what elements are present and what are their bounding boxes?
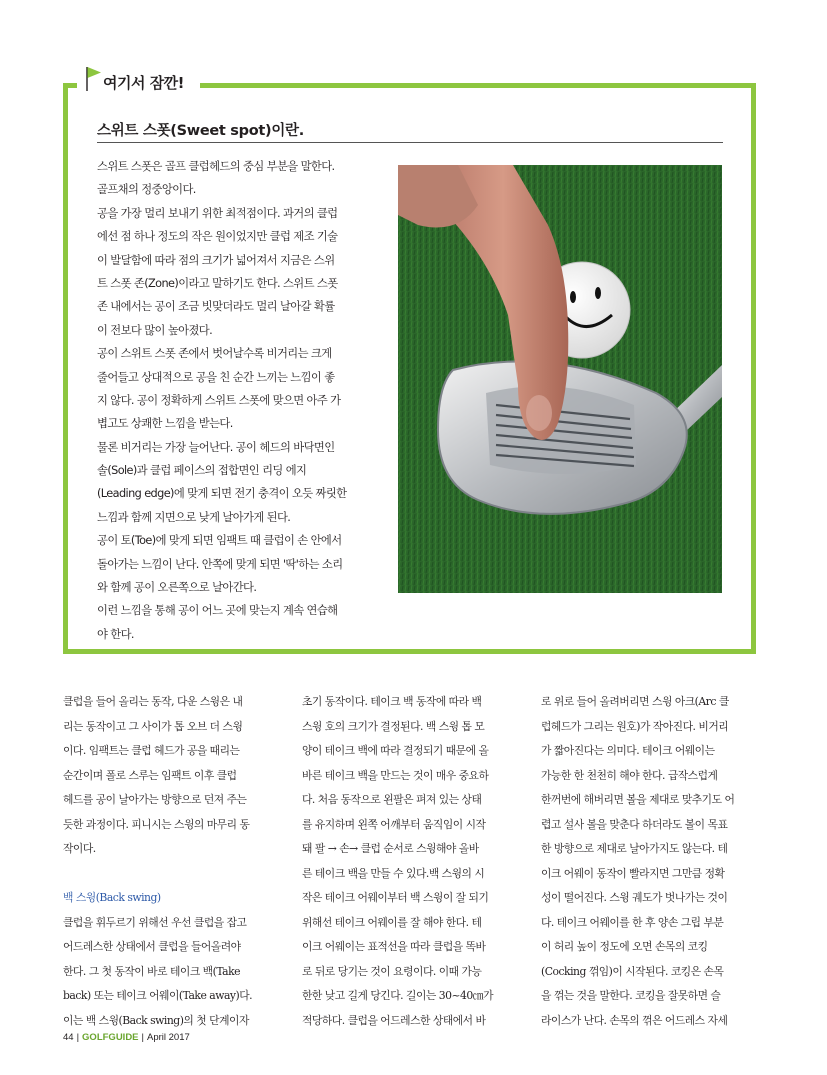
text-line: 존 내에서는 공이 조금 빗맞더라도 멀리 날아갈 확률 [97,300,335,314]
box-title: 여기서 잠깐! [103,74,185,92]
text-line: 리는 동작이고 그 사이가 톱 오브 더 스윙 [63,719,243,733]
text-line: (Cocking 꺾임)이 시작된다. 코킹은 손목 [541,964,724,978]
text-line: 을 꺾는 것을 말한다. 코킹을 잘못하면 슬 [541,989,721,1002]
text-line: 이는 백 스윙(Back swing)의 첫 단계이자 [63,1013,249,1027]
text-line: 솔(Sole)과 클럽 페이스의 접합면인 리딩 에지 [97,464,307,478]
heading-divider [97,142,723,143]
text-line: 느낌과 함께 지면으로 낮게 날아가게 된다. [97,510,291,524]
text-line: (Leading edge)에 맞게 되면 전기 충격이 오듯 짜릿한 [97,487,347,501]
text-line: 로 뒤로 당기는 것이 요령이다. 이때 가능 [302,964,482,978]
text-line: 어드레스한 상태에서 클럽을 들어올려야 [63,940,241,953]
text-line: 듯한 과정이다. 피니시는 스윙의 마무리 동 [63,817,250,831]
text-line: 위해선 테이크 어웨이를 잘 해야 한다. 테 [302,915,482,929]
text-line: 초기 동작이다. 테이크 백 동작에 따라 백 [302,695,482,708]
text-line: 렵고 설사 볼을 맞춘다 하더라도 볼이 목표 [541,817,728,831]
text-line: 돌아가는 느낌이 난다. 안쪽에 맞게 되면 '딱'하는 소리 [97,557,343,571]
box-frame-bottom [63,649,756,654]
magazine-name: GOLFGUIDE [82,1032,139,1043]
text-line: 줄어들고 상대적으로 공을 친 순간 느끼는 느낌이 좋 [97,370,335,384]
box-frame-left [63,83,68,654]
text-line: 다. 처음 동작으로 왼팔은 펴져 있는 상태 [302,793,482,806]
page-number: 44 [63,1032,74,1043]
text-line: 라이스가 난다. 손목의 꺾은 어드레스 자세 [541,1013,728,1027]
text-line: 순간이며 폴로 스루는 임팩트 이후 클럽 [63,768,237,782]
text-line: 한다. 그 첫 동작이 바로 테이크 백(Take [63,964,241,978]
text-line: 공이 토(Toe)에 맞게 되면 임팩트 때 클럽이 손 안에서 [97,534,342,548]
text-line: 공을 가장 멀리 보내기 위한 최적점이다. 과거의 클럽 [97,206,338,220]
text-line: 성이 떨어진다. 스윙 궤도가 벗나가는 것이 [541,891,728,904]
text-line: 스윙 호의 크기가 결정된다. 백 스윙 톱 모 [302,719,485,733]
text-line: 골프채의 정중앙이다. [97,183,196,197]
body-column-1 [63,690,281,1033]
paragraph-gap [63,862,281,887]
text-line: back) 또는 테이크 어웨이(Take away)다. [63,989,253,1002]
golf-ball-club-photo [398,165,722,593]
text-line: 바른 테이크 백을 만드는 것이 매우 중요하 [302,768,489,782]
text-line: 한 방향으로 제대로 날아가지도 않는다. 테 [541,842,728,855]
text-line: 를 유지하며 왼쪽 어깨부터 움직임이 시작 [302,817,486,831]
subheading-back-swing: 백 스윙(Back swing) [63,891,161,904]
text-line: 지 않다. 공이 정확하게 스위트 스폿에 맞으면 아주 가 [97,393,341,407]
text-line: 돼 팔 → 손→ 클럽 순서로 스윙해야 올바 [302,842,479,855]
text-line: 이 발달함에 따라 점의 크기가 넓어져서 지금은 스위 [97,253,335,267]
text-line: 가 짧아진다는 의미다. 테이크 어웨이는 [541,744,715,757]
text-line: 작은 테이크 어웨이부터 백 스윙이 잘 되기 [302,891,489,904]
text-line: 이크 어웨이는 표적선을 따라 클럽을 똑바 [302,940,486,953]
text-line: 와 함께 공이 오른쪽으로 날아간다. [97,581,257,595]
text-line: 공이 스위트 스폿 존에서 벗어날수록 비거리는 크게 [97,347,332,361]
text-line: 럽헤드가 그리는 원호)가 작아진다. 비거리 [541,719,729,733]
page-footer: 44 | GOLFGUIDE | April 2017 [63,1032,190,1043]
text-line: 가능한 한 천천히 해야 한다. 급작스럽게 [541,768,718,782]
box-frame-right [751,83,756,654]
text-line: 스위트 스폿은 골프 클럽헤드의 중심 부분을 말한다. [97,160,335,173]
text-line: 른 테이크 백을 만들 수 있다.백 스윙의 시 [302,866,485,880]
box-frame-top-right [200,83,756,88]
text-line: 적당하다. 클럽을 어드레스한 상태에서 바 [302,1013,486,1027]
text-line: 에선 점 하나 정도의 작은 원이었지만 클럽 제조 기술 [97,230,338,244]
body-column-3 [541,690,759,1033]
issue-date: April 2017 [147,1032,190,1043]
body-column-2 [302,690,520,1033]
text-line: 트 스폿 존(Zone)이라고 말하기도 한다. 스위트 스폿 [97,276,338,290]
text-line: 한꺼번에 해버리면 볼을 제대로 맞추기도 어 [541,793,735,806]
text-line: 다. 테이크 어웨이를 한 후 양손 그립 부분 [541,915,724,929]
text-line: 이런 느낌을 통해 공이 어느 곳에 맞는지 계속 연습해 [97,604,338,618]
green-flag-icon [84,66,104,92]
text-line: 이 전보다 많이 높아졌다. [97,323,213,337]
text-line: 양이 테이크 백에 따라 결정되기 때문에 올 [302,744,489,757]
text-line: 클럽을 들어 올리는 동작, 다운 스윙은 내 [63,695,243,708]
text-line: 야 한다. [97,627,134,641]
text-line: 이다. 임팩트는 클럽 헤드가 공을 때리는 [63,744,240,757]
text-line: 물론 비거리는 가장 늘어난다. 공이 헤드의 바닥면인 [97,440,335,454]
text-line: 한한 낮고 길게 당긴다. 길이는 30~40㎝가 [302,989,493,1002]
sidebar-body-text [97,155,375,646]
text-line: 볍고도 상쾌한 느낌을 받는다. [97,417,233,431]
text-line: 이크 어웨이 동작이 빨라지면 그만큼 정확 [541,866,725,880]
text-line: 로 위로 들어 올려버리면 스윙 아크(Arc 클 [541,695,729,708]
sidebar-heading: 스위트 스폿(Sweet spot)이란. [97,123,304,139]
text-line: 작이다. [63,842,96,855]
text-line: 헤드를 공이 날아가는 방향으로 던져 주는 [63,793,247,806]
text-line: 클럽을 휘두르기 위해선 우선 클럽을 잡고 [63,915,247,929]
text-line: 이 허리 높이 정도에 오면 손목의 코킹 [541,940,708,953]
